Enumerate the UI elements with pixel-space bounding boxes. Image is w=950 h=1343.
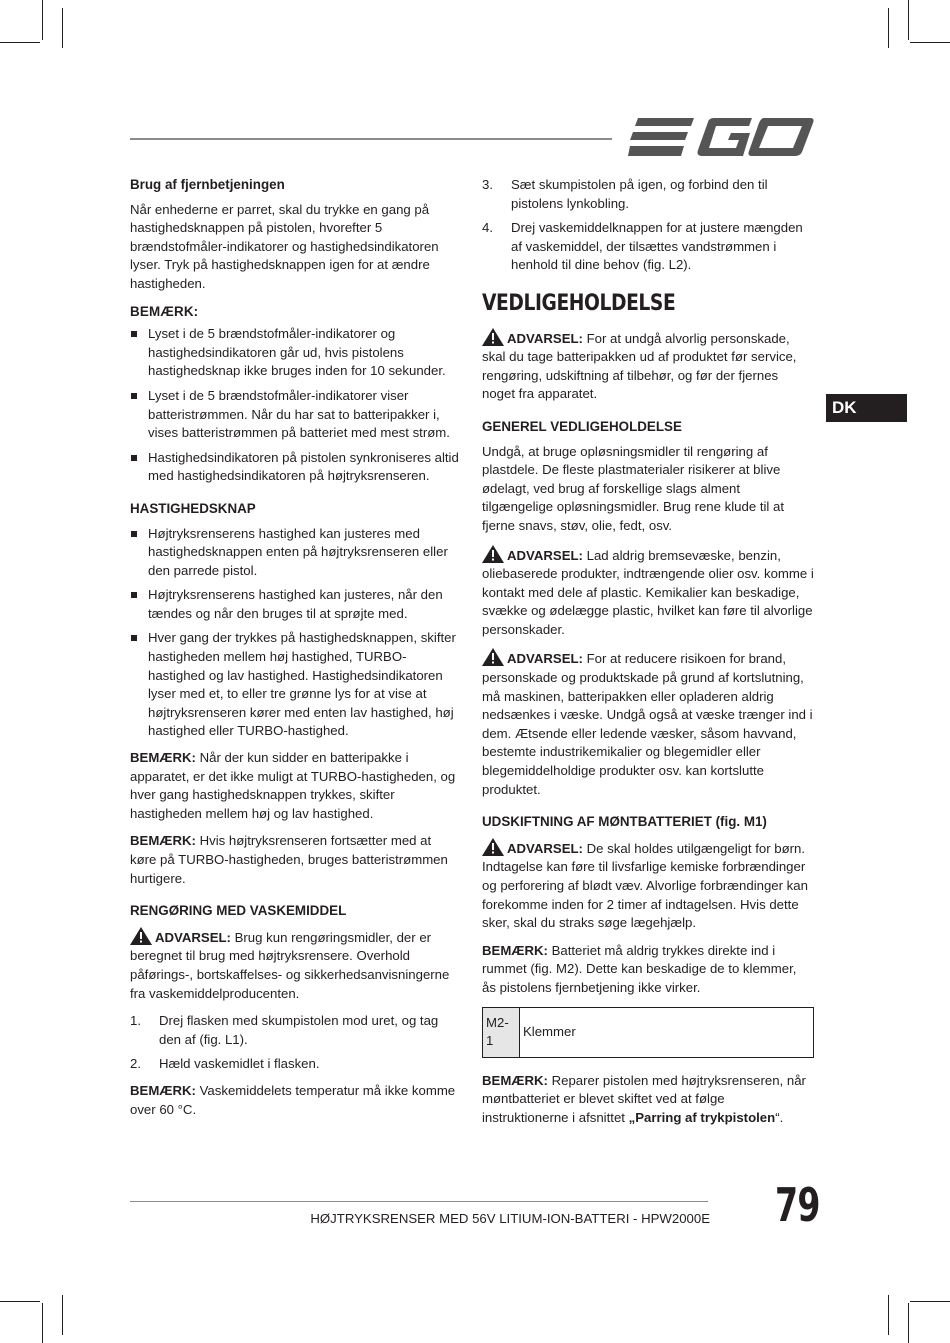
list-item: Hastighedsindikatoren på pistolen synkroniseres altid med hastighedsindikatoren på højtryksrenseren. [130, 449, 460, 486]
warning-icon [482, 328, 504, 346]
crop-mark [910, 42, 950, 43]
bullet-icon [131, 393, 137, 399]
crop-mark [0, 1301, 40, 1302]
table-cell-label: Klemmer [520, 1007, 814, 1057]
general-heading: GENEREL VEDLIGEHOLDELSE [482, 418, 682, 434]
parts-table [482, 1007, 814, 1058]
detergent-heading: RENGØRING MED VASKEMIDDEL [130, 903, 347, 919]
list-item: 3. Sæt skumpistolen på igen, og forbind den til pistolens lynkobling. [482, 177, 768, 211]
warning-paragraph: ADVARSEL: For at reducere risikoen for brand, personskade og produktskade på grund af kortslutning, må maskinen, batteripakken eller opladeren aldrig nedsænkes i væske. Undgå også at væske trænger ind i dem. Ætsende eller ledende væsker, såsom havvand, bestemte industrikemikalier og blegemidler eller blegemiddelholdige produkter osv. kan kortslutte produktet. [482, 648, 814, 799]
speed-heading: HASTIGHEDSKNAP [130, 500, 256, 516]
header-rule [130, 138, 612, 140]
warning-paragraph: ADVARSEL: Brug kun rengøringsmidler, der er beregnet til brug med højtryksrensere. Overhold påførings-, bortskaffelses- og sikkerhedsanvisningerne fra vaskemiddelproducenten. [130, 927, 460, 1003]
steps-list [482, 176, 814, 275]
crop-mark [62, 8, 63, 48]
list-item: Lyset i de 5 brændstofmåler-indikatorer viser batteristrømmen. Når du har sat to batteripakker i, vises batteristrømmen på batteriet med mest strøm. [130, 387, 460, 443]
warning-icon [130, 927, 152, 945]
list-item: Hver gang der trykkes på hastighedsknappen, skifter hastigheden mellem høj hastighed, TURBO-hastighed og lav hastighed. Hastighedsindikatoren lyser med et, to eller tre grønne lys for at vise at højtryksrenseren kører med enten lav hastighed, høj hastighed eller TURBO-hastighed. [130, 629, 460, 741]
crop-mark [42, 0, 43, 40]
note-heading: BEMÆRK: [130, 303, 199, 319]
general-text: Undgå, at bruge opløsningsmidler til rengøring af plastdele. De fleste plastmaterialer risikerer at blive ødelagt, ved brug af forskellige slags alment tilgængelige opløsningsmidler. Brug rene klude til at fjerne snavs, støv, olie, fedt, osv. [482, 443, 785, 533]
bullet-icon [131, 455, 137, 461]
crop-mark [910, 1301, 950, 1302]
warning-icon [482, 648, 504, 666]
crop-mark [888, 8, 889, 48]
list-item: 1. Drej flasken med skumpistolen mod uret, og tag den af (fig. L1). [130, 1013, 439, 1047]
right-column [482, 176, 814, 1137]
note-paragraph: BEMÆRK: Hvis højtryksrenseren fortsætter med at køre på TURBO-hastigheden, bruges batteristrømmen hurtigere. [130, 833, 448, 886]
note-paragraph: BEMÆRK: Vaskemiddelets temperatur må ikke komme over 60 °C. [130, 1082, 456, 1117]
footer-rule [130, 1201, 708, 1202]
bullet-icon [131, 531, 137, 537]
maintenance-title: VEDLIGEHOLDELSE [482, 290, 676, 316]
crop-mark [908, 1303, 909, 1343]
steps-list [130, 1012, 460, 1074]
note-list [130, 325, 460, 486]
remote-heading: Brug af fjernbetjeningen [130, 177, 285, 192]
speed-list [130, 525, 460, 742]
footer-title: HØJTRYKSRENSER MED 56V LITIUM-ION-BATTERI - HPW2000E [310, 1211, 710, 1226]
list-item: 4. Drej vaskemiddelknappen for at justere mængden af vaskemiddel, der tilsættes vandstrømmen i henhold til dine behov (fig. L2). [482, 220, 803, 273]
crop-mark [0, 42, 40, 43]
list-item: Lyset i de 5 brændstofmåler-indikatorer og hastighedsindikatoren går ud, hvis pistolens hastighedsknap ikke bruges inden for 10 sekunder. [130, 325, 460, 381]
list-item: Højtryksrenserens hastighed kan justeres, når den tændes og når den bruges til at sprøjte med. [130, 586, 460, 623]
warning-paragraph: ADVARSEL: De skal holdes utilgængeligt for børn. Indtagelse kan føre til livsfarlige kemiske forbrændinger og perforering af blødt væv. Alvorlige forbrændinger kan forekomme inden for 2 timer af indtagelsen. Hvis dette sker, skal du straks søge lægehjælp. [482, 838, 814, 933]
coin-battery-heading: UDSKIFTNING AF MØNTBATTERIET (fig. M1) [482, 814, 767, 830]
list-item: 2. Hæld vaskemidlet i flasken. [130, 1056, 320, 1072]
note-paragraph: BEMÆRK: Batteriet må aldrig trykkes direkte ind i rummet (fig. M2). Dette kan beskadige de to klemmer, ås pistolens fjernbetjening ikke virker. [482, 942, 797, 995]
note-paragraph: BEMÆRK: Når der kun sidder en batteripakke i apparatet, er det ikke muligt at TURBO-hastigheden, og hver gang hastighedsknappen trykkes, skifter hastigheden mellem høj og lav hastighed. [130, 750, 456, 821]
warning-icon [482, 545, 504, 563]
language-tab: DK [826, 394, 907, 422]
table-cell-code: M2-1 [483, 1007, 520, 1057]
crop-mark [42, 1303, 43, 1343]
warning-paragraph: ADVARSEL: Lad aldrig bremsevæske, benzin, oliebaserede produkter, indtrængende olier osv. komme i kontakt med dele af plastic. Kemikalier kan beskadige, svække og ødelægge plastic, hvilket kan føre til alvorlige personskader. [482, 545, 814, 640]
left-column [130, 176, 460, 1128]
crop-mark [908, 0, 909, 40]
warning-paragraph: ADVARSEL: For at undgå alvorlig personskade, skal du tage batteripakken ud af produktet før service, rengøring, udskiftning af tilbehør, og før der fjernes noget fra apparatet. [482, 328, 814, 404]
ego-logo [628, 116, 814, 158]
crop-mark [62, 1295, 63, 1335]
bullet-icon [131, 635, 137, 641]
note-paragraph: BEMÆRK: Reparer pistolen med højtryksrenseren, når møntbatteriet er blevet skiftet ved at følge instruktionerne i afsnittet „Parring af trykpistolen“. [482, 1072, 806, 1125]
page-number: 79 [775, 1178, 820, 1232]
crop-mark [888, 1295, 889, 1335]
bullet-icon [131, 592, 137, 598]
list-item: Højtryksrenserens hastighed kan justeres med hastighedsknappen enten på højtryksrenseren eller den parrede pistol. [130, 525, 460, 581]
remote-text: Når enhederne er parret, skal du trykke en gang på hastighedsknappen på pistolen, hvorefter 5 brændstofmåler-indikatorer og hastighedsindikatoren lyser. Tryk på hastighedsknappen igen for at ændre hastigheden. [130, 201, 439, 291]
bullet-icon [131, 331, 137, 337]
warning-icon [482, 838, 504, 856]
table-row [483, 1007, 814, 1057]
